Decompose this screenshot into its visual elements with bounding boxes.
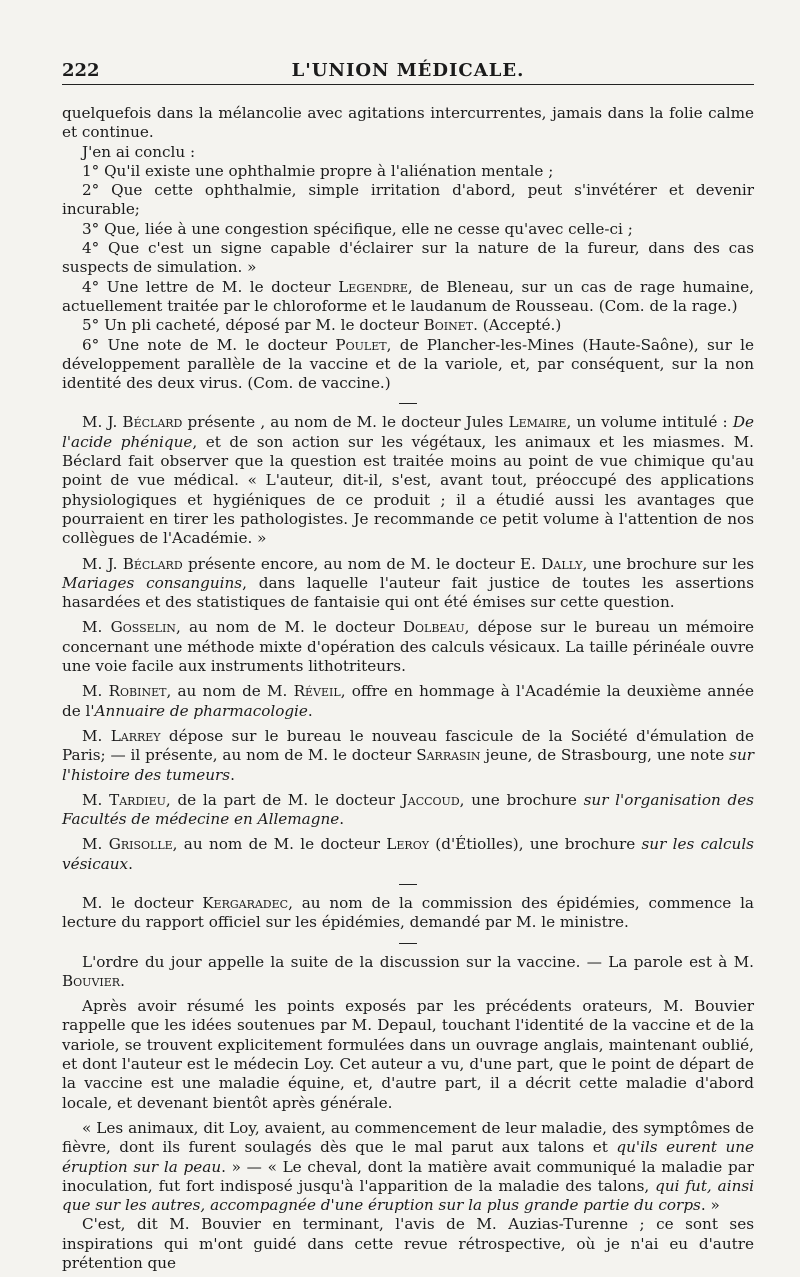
author-name: Sarrasin: [416, 746, 481, 765]
author-name: Lemaire: [508, 413, 567, 432]
author-name: Béclard: [122, 413, 183, 432]
page-number: 222: [62, 60, 100, 81]
author-name: Larrey: [110, 726, 161, 745]
section-divider: [399, 943, 417, 944]
author-name: Grisolle: [108, 835, 173, 854]
author-name: Leroy: [386, 835, 429, 854]
author-name: Boinet: [423, 316, 474, 335]
paragraph: M. J. Béclard présente encore, au nom de M. le docteur E. Dally, une brochure sur les Mariages consanguins, dans laquelle l'auteur fait justice de toutes les assertions hasardées et des statistiques de fantaisie qui ont été émises sur cette question.: [62, 554, 754, 612]
paragraph: Après avoir résumé les points exposés par les précédents orateurs, M. Bouvier rappelle que les idées soutenues par M. Depaul, touchant l'identité de la vaccine et de la variole, se trouvent explicitement formulées dans un ouvrage anglais, maintenant oublié, et dont l'auteur est le médecin Loy. Cet auteur a vu, d'une part, que le point de départ de la vaccine est une maladie équine, et, d'autre part, il a décrit cette maladie d'abord locale, et devenant bientôt après générale.: [62, 997, 754, 1112]
page-header: [62, 58, 754, 85]
book-title: sur l'organisation des Facultés de médecine en Allemagne: [62, 790, 754, 829]
book-title: Mariages consanguins: [62, 573, 243, 592]
author-name: Kergaradec: [202, 893, 289, 912]
correspondence-item: 4° Une lettre de M. le docteur Legendre, de Bleneau, sur un cas de rage humaine, actuellement traitée par le chloroforme et le laudanum de Rousseau. (Com. de la rage.): [62, 277, 754, 315]
author-name: Tardieu: [109, 790, 166, 809]
list-item: 1° Qu'il existe une ophthalmie propre à l'aliénation mentale ;: [82, 161, 554, 180]
book-title: De l'acide phénique: [62, 413, 754, 451]
list-item: 2° Que cette ophthalmie, simple irritation d'abord, peut s'invétérer et devenir incurable;: [62, 181, 754, 219]
correspondence-item: 5° Un pli cacheté, déposé par M. le docteur Boinet. (Accepté.): [82, 316, 562, 335]
quotation-paragraph: « Les animaux, dit Loy, avaient, au commencement de leur maladie, des symptômes de fièvre, dont ils furent soulagés dès que le mal parut aux talons et qu'ils eurent une éruption sur la peau. » — « Le cheval, dont la matière avait communiqué la maladie par inoculation, fut fort indisposé jusqu'à l'apparition de la maladie des talons, qui fut, ainsi que sur les autres, accompagnée d'une éruption sur la plus grande partie du corps. »: [62, 1118, 755, 1215]
book-title: sur l'histoire des tumeurs: [62, 746, 754, 784]
section-divider: [399, 403, 417, 404]
correspondence-item: 6° Une note de M. le docteur Poulet, de Plancher-les-Mines (Haute-Saône), sur le développement parallèle de la vaccine et de la variole, et, par conséquent, sur la non identité des deux virus. (Com. de vaccine.): [62, 335, 754, 393]
paragraph: M. le docteur Kergaradec, au nom de la commission des épidémies, commence la lecture du rapport officiel sur les épidémies, demandé par M. le ministre.: [62, 893, 754, 932]
quotation-emphasis: qui fut, ainsi que sur les autres, accompagnée d'une éruption sur la plus grande partie du corps: [62, 1176, 754, 1215]
running-title: L'UNION MÉDICALE.: [291, 60, 525, 81]
paragraph: M. J. Béclard présente , au nom de M. le docteur Jules Lemaire, un volume intitulé : De l'acide phénique, et de son action sur les végétaux, les animaux et les miasmes. M. Béclard fait observer que la question est traitée moins au point de vue chimique qu'au point de vue médical. « L'auteur, dit-il, s'est, avant tout, préoccupé des applications physiologiques et hygiéniques de ce produit ; il a étudié aussi les avantages que pourraient en tirer les pathologistes. Je recommande ce petit volume à l'attention de nos collègues de l'Académie. »: [62, 413, 754, 548]
paragraph: M. Tardieu, de la part de M. le docteur Jaccoud, une brochure sur l'organisation des Facultés de médecine en Allemagne.: [62, 790, 754, 829]
author-name: Dally: [541, 554, 583, 573]
paragraph: quelquefois dans la mélancolie avec agitations intercurrentes, jamais dans la folie calme et continue.: [62, 104, 754, 142]
paragraph: L'ordre du jour appelle la suite de la discussion sur la vaccine. — La parole est à M. Bouvier.: [62, 952, 754, 990]
book-title: sur les calculs vésicaux: [62, 835, 754, 873]
paragraph: C'est, dit M. Bouvier en terminant, l'avis de M. Auzias-Turenne ; ce sont ses inspirations qui m'ont guidé dans cette revue rétrospective, où je n'ai eu d'autre prétention que: [62, 1215, 754, 1273]
author-name: Poulet: [335, 335, 387, 354]
paragraph: J'en ai conclu :: [82, 142, 196, 161]
author-name: Legendre: [338, 277, 408, 296]
paragraph: M. Larrey dépose sur le bureau le nouveau fascicule de la Société d'émulation de Paris; — il présente, au nom de M. le docteur Sarrasin jeune, de Strasbourg, une note sur l'histoire des tumeurs.: [62, 726, 754, 784]
section-divider: [399, 884, 417, 885]
list-item: 3° Que, liée à une congestion spécifique, elle ne cesse qu'avec celle-ci ;: [82, 219, 633, 238]
author-name: Réveil: [293, 682, 341, 701]
list-item: 4° Que c'est un signe capable d'éclairer sur la nature de la fureur, dans des cas suspects de simulation. »: [62, 239, 754, 277]
document-body: [62, 104, 754, 1273]
paragraph: M. Gosselin, au nom de M. le docteur Dolbeau, dépose sur le bureau un mémoire concernant une méthode mixte d'opération des calculs vésicaux. La taille périnéale ouvre une voie facile aux instruments lithotriteurs.: [62, 618, 754, 676]
author-name: Gosselin: [110, 618, 176, 637]
author-name: Dolbeau: [402, 618, 465, 637]
author-name: Robinet: [108, 682, 167, 701]
paragraph: M. Grisolle, au nom de M. le docteur Leroy (d'Étiolles), une brochure sur les calculs vésicaux.: [62, 835, 754, 873]
book-title: Annuaire de pharmacologie: [94, 701, 308, 720]
quotation-emphasis: qu'ils eurent une éruption sur la peau: [62, 1138, 755, 1176]
paragraph: M. Robinet, au nom de M. Réveil, offre en hommage à l'Académie la deuxième année de l'Annuaire de pharmacologie.: [62, 682, 754, 720]
author-name: Bouvier: [62, 971, 121, 990]
author-name: Béclard: [122, 554, 183, 573]
author-name: Jaccoud: [401, 790, 460, 809]
